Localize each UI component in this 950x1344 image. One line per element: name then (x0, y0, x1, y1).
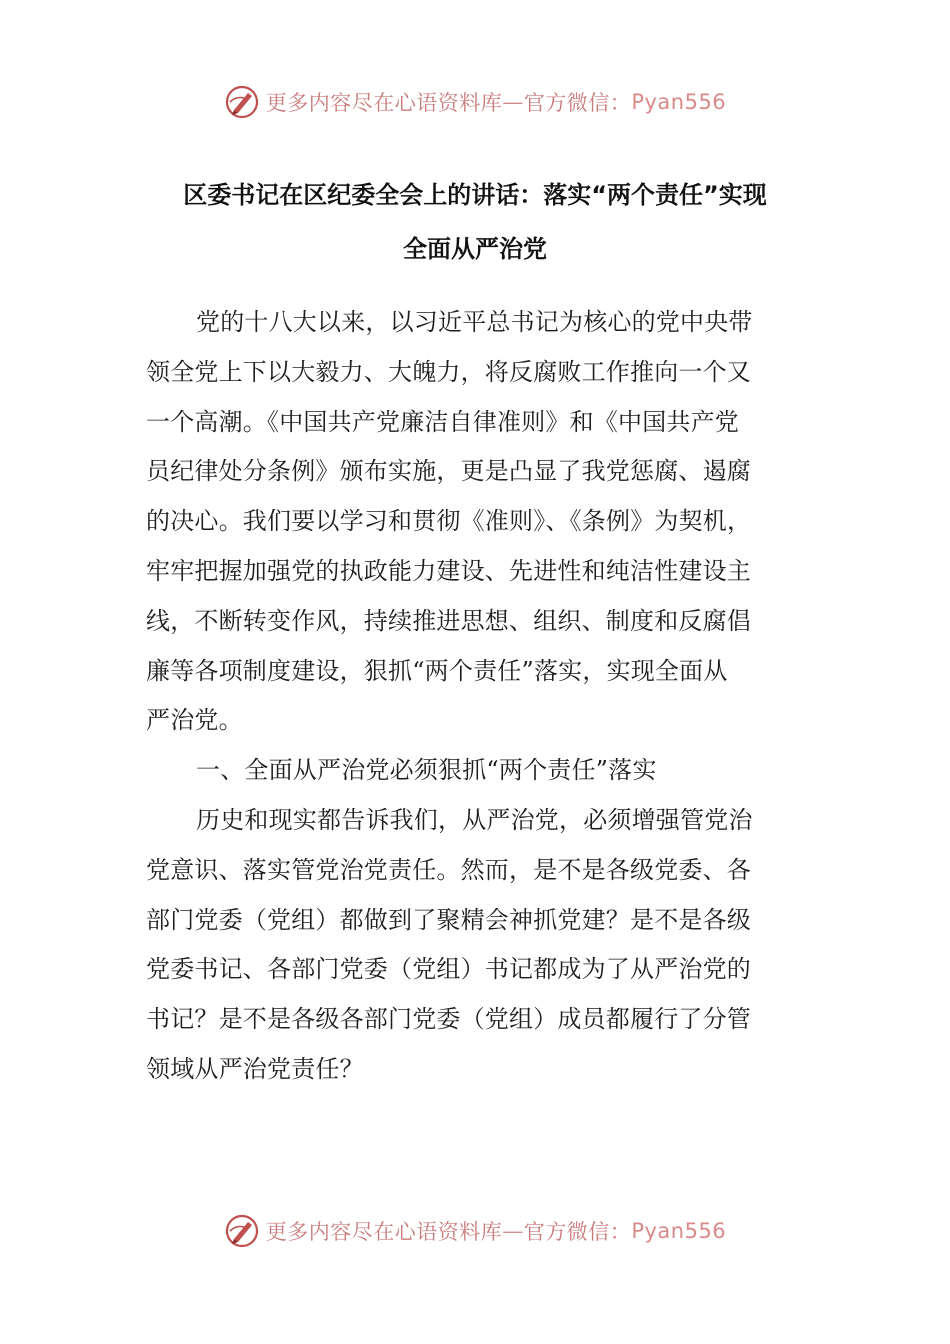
banner-separator: — (502, 90, 524, 114)
banner-wechat-label: 官方微信： (523, 1220, 632, 1244)
body-line: 廉等各项制度建设，狠抓“两个责任”落实，实现全面从 (146, 656, 728, 685)
document-title (140, 168, 810, 276)
body-line: 历史和现实都告诉我们，从严治党，必须增强管党治 (196, 805, 753, 834)
body-line: 一个高潮。《中国共产党廉洁自律准则》和《中国共产党 (146, 407, 739, 436)
body-line: 线，不断转变作风，持续推进思想、组织、制度和反腐倡 (146, 606, 751, 635)
body-line: 党的十八大以来，以习近平总书记为核心的党中央带 (196, 308, 753, 336)
body-line: 严治党。 (146, 706, 243, 735)
section-heading: 一、全面从严治党必须狠抓“两个责任”落实 (196, 756, 657, 785)
banner-text: 更多内容尽在心语资料库 (265, 1220, 503, 1244)
document-body (146, 298, 806, 1095)
banner-wechat-label: 官方微信： (523, 91, 632, 115)
body-line: 员纪律处分条例》颁布实施，更是凸显了我党惩腐、遏腐 (146, 457, 751, 486)
body-line: 党意识、落实管党治党责任。然而，是不是各级党委、各 (146, 855, 751, 884)
body-line: 书记？是不是各级各部门党委（党组）成员都履行了分管 (146, 1005, 751, 1034)
body-line: 的决心。我们要以学习和贯彻《准则》、《条例》为契机， (146, 507, 752, 536)
header-banner (0, 82, 950, 122)
footer-banner (0, 1211, 950, 1251)
pen-logo-icon (224, 84, 260, 120)
body-line: 牢牢把握加强党的执政能力建设、先进性和纯洁性建设主 (146, 556, 751, 585)
body-line: 党委书记、各部门党委（党组）书记都成为了从严治党的 (146, 955, 751, 984)
banner-wechat-id: Pyan556 (631, 1219, 727, 1243)
title-line: 全面从严治党 (403, 235, 547, 263)
body-line: 领全党上下以大毅力、大魄力，将反腐败工作推向一个又 (146, 357, 751, 386)
pen-logo-icon (224, 1213, 260, 1249)
body-line: 部门党委（党组）都做到了聚精会神抓党建？是不是各级 (146, 905, 751, 934)
title-line: 区委书记在区纪委全会上的讲话：落实“两个责任”实现 (183, 181, 767, 209)
banner-wechat-id: Pyan556 (631, 90, 727, 114)
banner-separator: — (502, 1219, 524, 1243)
banner-text: 更多内容尽在心语资料库 (265, 91, 503, 115)
body-line: 领域从严治党责任？ (146, 1054, 364, 1083)
